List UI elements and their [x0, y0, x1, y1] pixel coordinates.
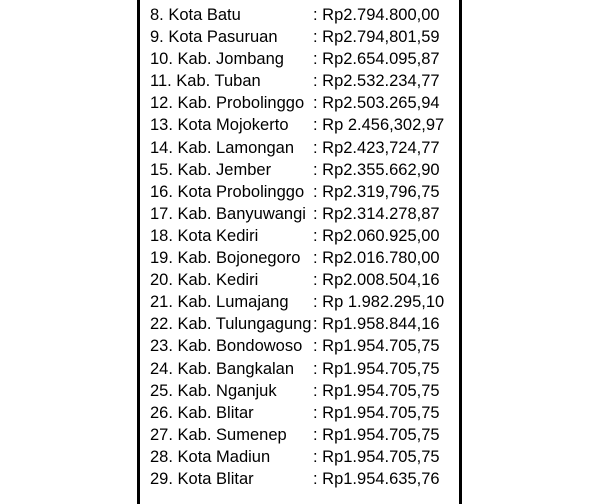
region-name: 9. Kota Pasuruan [150, 28, 278, 47]
list-item [150, 335, 460, 357]
list-item [150, 358, 460, 380]
list-item [150, 70, 460, 92]
list-item [150, 247, 460, 269]
region-name: 14. Kab. Lamongan [150, 138, 295, 157]
region-name: 16. Kota Probolinggo [150, 182, 305, 201]
region-name: 8. Kota Batu [150, 6, 241, 24]
region-name: 11. Kab. Tuban [150, 72, 261, 91]
wage-amount: : Rp2.423,724,77 [313, 138, 440, 157]
list-item [150, 181, 460, 203]
list-item [150, 402, 460, 424]
wage-amount: : Rp1.954.705,75 [313, 447, 440, 466]
region-name: 18. Kota Kediri [150, 226, 259, 245]
region-name: 25. Kab. Nganjuk [150, 381, 277, 400]
wage-amount: : Rp2.794.800,00 [313, 6, 440, 24]
region-name: 24. Kab. Bangkalan [150, 359, 295, 378]
region-name: 19. Kab. Bojonegoro [150, 249, 301, 268]
wage-amount: : Rp1.954.705,75 [313, 425, 440, 444]
region-name: 26. Kab. Blitar [150, 403, 254, 422]
wage-amount: : Rp1.954.705,75 [313, 381, 440, 400]
wage-amount: : Rp1.954.705,75 [313, 337, 440, 356]
wage-amount: : Rp2.532.234,77 [313, 72, 440, 91]
region-name: 21. Kab. Lumajang [150, 293, 289, 312]
region-name: 22. Kab. Tulungagung [150, 315, 312, 334]
list-item [150, 137, 460, 159]
wage-amount: : Rp2.794,801,59 [313, 28, 440, 47]
list-item [150, 291, 460, 313]
region-name: 17. Kab. Banyuwangi [150, 204, 306, 223]
list-item [150, 159, 460, 181]
list-item [150, 269, 460, 291]
wage-amount: : Rp2.319,796,75 [313, 182, 440, 201]
list-item [150, 48, 460, 70]
wage-amount: : Rp2.314.278,87 [313, 204, 440, 223]
region-name: 15. Kab. Jember [150, 160, 272, 179]
list-item [150, 114, 460, 136]
list-item [150, 424, 460, 446]
list-item [150, 26, 460, 48]
list-item [150, 468, 460, 490]
region-name: 13. Kota Mojokerto [150, 116, 289, 135]
region-name: 28. Kota Madiun [150, 447, 271, 466]
wage-amount: : Rp1.954.705,75 [313, 359, 440, 378]
region-name: 10. Kab. Jombang [150, 50, 284, 69]
region-name: 20. Kab. Kediri [150, 271, 259, 290]
wage-amount: : Rp1.958.844,16 [313, 315, 440, 334]
region-name: 29. Kota Blitar [150, 469, 254, 488]
list-item [150, 203, 460, 225]
wage-list [150, 4, 460, 490]
wage-amount: : Rp 2.456,302,97 [313, 116, 445, 135]
wage-amount: : Rp2.008.504,16 [313, 271, 440, 290]
region-name: 27. Kab. Sumenep [150, 425, 287, 444]
wage-amount: : Rp2.016.780,00 [313, 249, 440, 268]
list-item [150, 225, 460, 247]
list-item [150, 4, 460, 26]
wage-amount: : Rp1.954.635,76 [313, 469, 440, 488]
region-name: 23. Kab. Bondowoso [150, 337, 303, 356]
wage-amount: : Rp2.355.662,90 [313, 160, 440, 179]
wage-amount: : Rp2.060.925,00 [313, 226, 440, 245]
list-item [150, 313, 460, 335]
list-item [150, 446, 460, 468]
list-item [150, 380, 460, 402]
region-name: 12. Kab. Probolinggo [150, 94, 305, 113]
wage-amount: : Rp 1.982.295,10 [313, 293, 445, 312]
list-item [150, 92, 460, 114]
wage-amount: : Rp2.654.095,87 [313, 50, 440, 69]
wage-amount: : Rp2.503.265,94 [313, 94, 440, 113]
wage-amount: : Rp1.954.705,75 [313, 403, 440, 422]
